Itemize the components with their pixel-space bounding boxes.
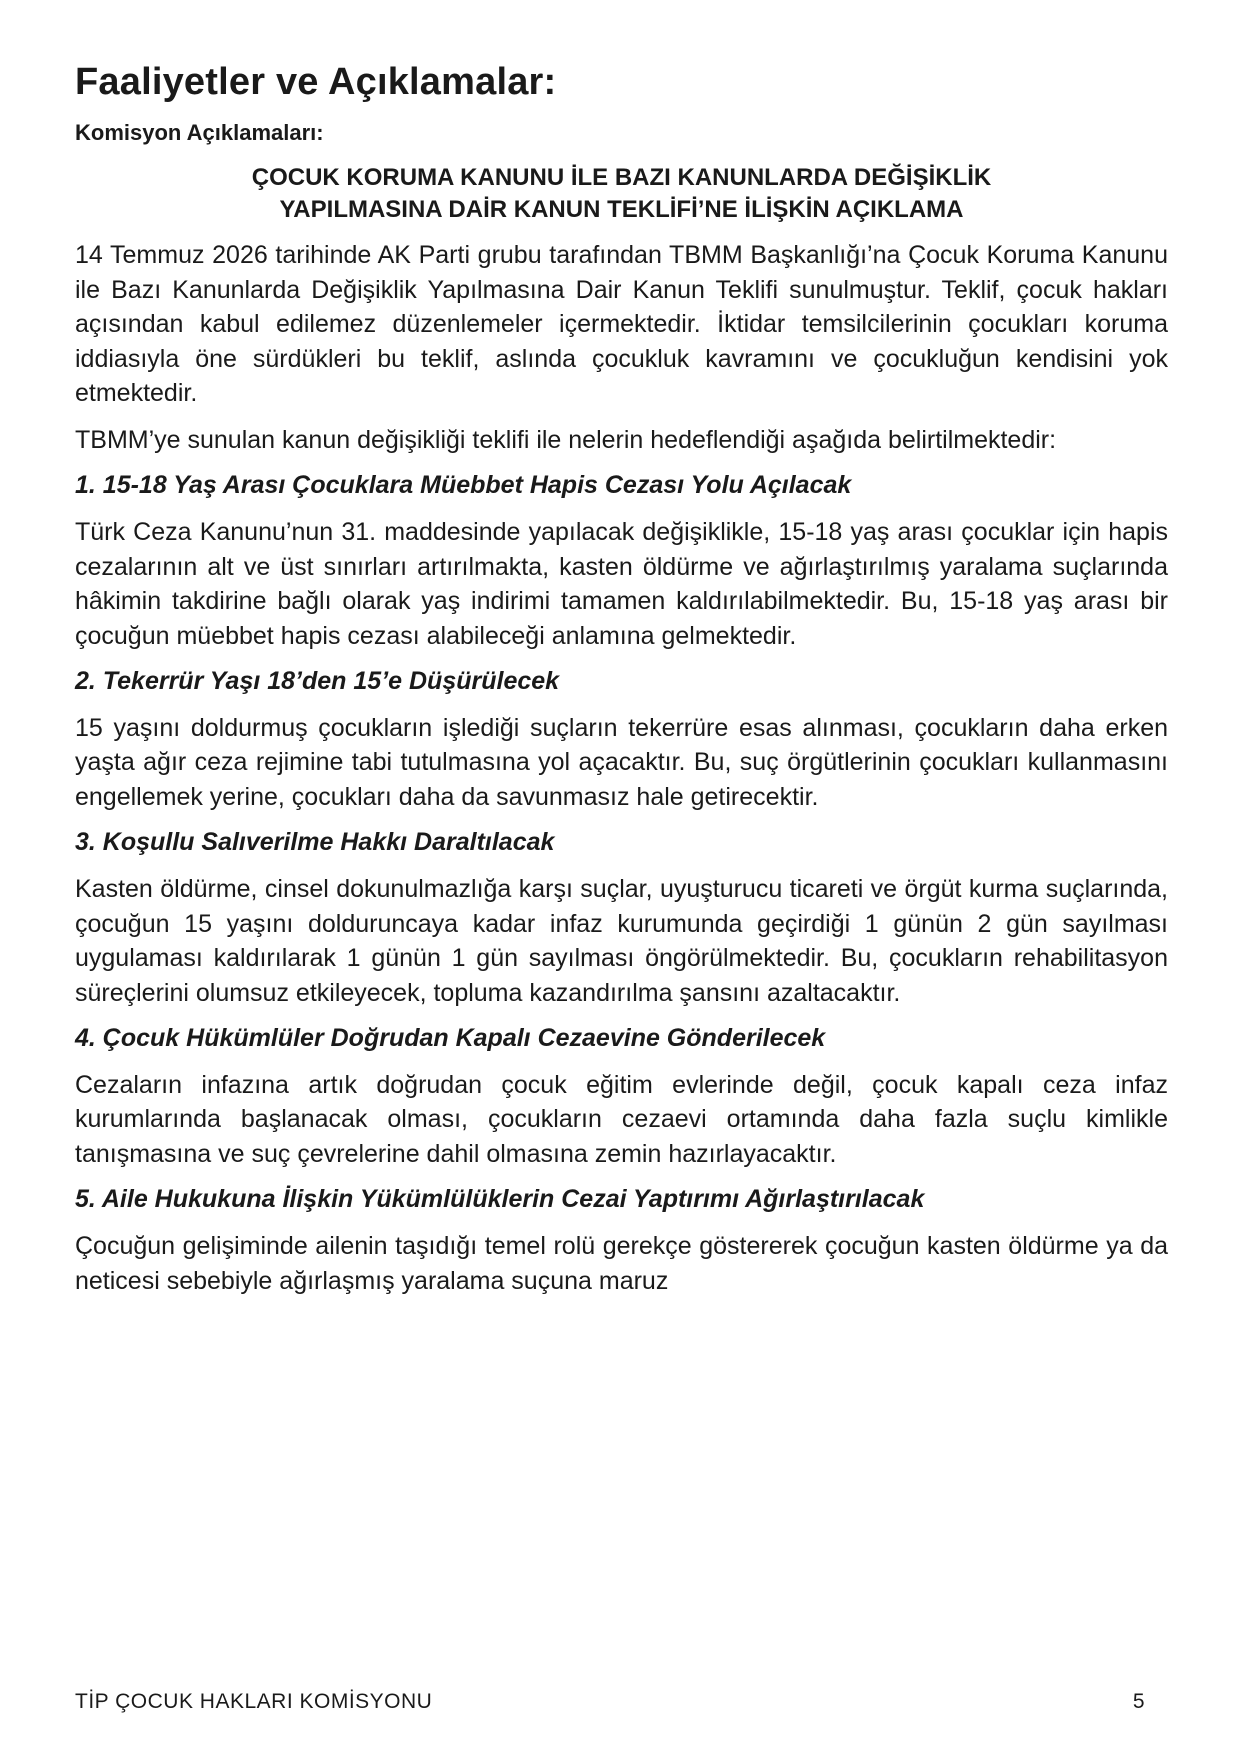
footer-organization: TİP ÇOCUK HAKLARI KOMİSYONU: [75, 1690, 433, 1713]
document-heading-line-2: YAPILMASINA DAİR KANUN TEKLİFİ’NE İLİŞKİN AÇIKLAMA: [279, 195, 964, 223]
document-heading: [75, 162, 1168, 227]
intro-paragraph: 14 Temmuz 2026 tarihinde AK Parti grubu tarafından TBMM Başkanlığı’na Çocuk Koruma Kanunu ile Bazı Kanunlarda Değişiklik Yapılmasına Dair Kanun Teklifi sunulmuştur. Teklif, çocuk hakları açısından kabul edilemez düzenlemeler içermektedir. İktidar temsilcilerinin çocukları koruma iddiasıyla öne sürdükleri bu teklif, aslında çocukluk kavramını ve çocukluğun kendisini yok etmektedir.: [75, 241, 1168, 408]
item-heading: 2. Tekerrür Yaşı 18’den 15’e Düşürülecek: [75, 667, 560, 696]
page-number: 5: [1132, 1690, 1145, 1713]
section-subtitle: Komisyon Açıklamaları:: [75, 119, 324, 145]
item-paragraph: Çocuğun gelişiminde ailenin taşıdığı temel rolü gerekçe göstererek çocuğun kasten öldürme ya da neticesi sebebiyle ağırlaşmış yaralama suçuna maruz: [75, 1232, 1168, 1295]
page-footer: [75, 1690, 1145, 1714]
intro-paragraph: TBMM’ye sunulan kanun değişikliği teklifi ile nelerin hedeflendiği aşağıda belirtilmektedir:: [75, 425, 1057, 454]
document-page: [75, 60, 1168, 1310]
item-paragraph: 15 yaşını doldurmuş çocukların işlediği suçların tekerrüre esas alınması, çocukların daha erken yaşta ağır ceza rejimine tabi tutulmasına yol açacaktır. Bu, suç örgütlerinin çocukları kullanmasını engellemek yerine, çocukları daha da savunmasız hale getirecektir.: [75, 713, 1168, 811]
item-heading: 3. Koşullu Salıverilme Hakkı Daraltılacak: [75, 828, 555, 857]
item-paragraph: Türk Ceza Kanunu’nun 31. maddesinde yapılacak değişiklikle, 15-18 yaş arası çocuklar için hapis cezalarının alt ve üst sınırları artırılmakta, kasten öldürme ve ağırlaştırılmış yaralama suçlarında hâkimin takdirine bağlı olarak yaş indirimi tamamen kaldırılabilmektedir. Bu, 15-18 yaş arası bir çocuğun müebbet hapis cezası alabileceği anlamına gelmektedir.: [75, 518, 1168, 650]
item-paragraph: Kasten öldürme, cinsel dokunulmazlığa karşı suçlar, uyuşturucu ticareti ve örgüt kurma suçlarında, çocuğun 15 yaşını dolduruncaya kadar infaz kurumunda geçirdiği 1 günün 2 gün sayılması uygulaması kaldırılarak 1 günün 1 gün sayılması öngörülmektedir. Bu, çocukların rehabilitasyon süreçlerini olumsuz etkileyecek, topluma kazandırılma şansını azaltacaktır.: [75, 875, 1168, 1007]
item-heading: 5. Aile Hukukuna İlişkin Yükümlülüklerin Cezai Yaptırımı Ağırlaştırılacak: [75, 1185, 925, 1214]
item-heading: 1. 15-18 Yaş Arası Çocuklara Müebbet Hapis Cezası Yolu Açılacak: [75, 471, 852, 500]
item-heading: 4. Çocuk Hükümlüler Doğrudan Kapalı Cezaevine Gönderilecek: [75, 1024, 826, 1053]
page-title: Faaliyetler ve Açıklamalar:: [75, 61, 557, 103]
item-paragraph: Cezaların infazına artık doğrudan çocuk eğitim evlerinde değil, çocuk kapalı ceza infaz kurumlarında başlanacak olması, çocukların cezaevi ortamında daha fazla suçlu kimlikle tanışmasına ve suç çevrelerine dahil olmasına zemin hazırlayacaktır.: [75, 1070, 1168, 1168]
document-heading-line-1: ÇOCUK KORUMA KANUNU İLE BAZI KANUNLARDA DEĞİŞİKLİK: [251, 163, 992, 191]
